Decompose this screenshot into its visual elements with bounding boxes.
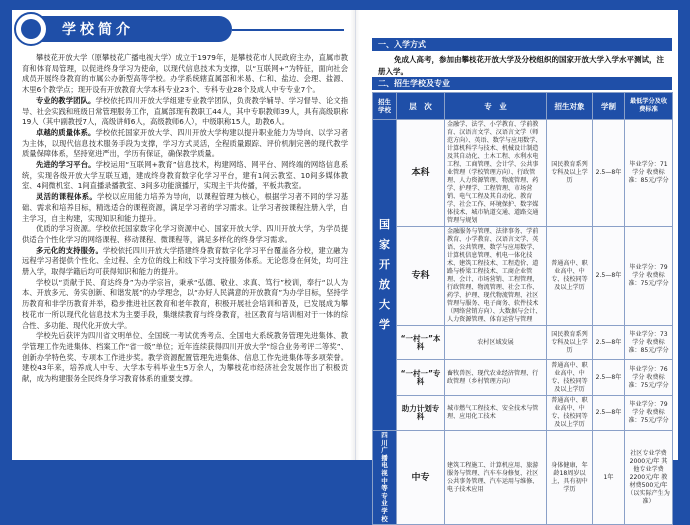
admission-intro: 免成人高考，参加由攀枝花开放大学及分校组织的国家开放大学入学水平测试，注册入学。 — [378, 55, 664, 76]
admission-table — [372, 92, 673, 525]
intro-paragraph: 优质的学习资源。学校依托国家数字化学习资源中心、国家开放大学、四川开放大学，为学员提供适合个性化学习的网络课程、移动课程、微课程等，满足多样化的终身学习需求。 — [22, 224, 348, 244]
row-major: 建筑工程施工、计算机应用、旅游服务与管理、汽车车身修复、社区公共事务管理、汽车运用与维修、电子技术应用 — [445, 431, 547, 525]
page-fold — [355, 10, 356, 460]
right-page — [364, 10, 674, 523]
row-target: 身体健康，年龄18周岁以上，具有初中学历 — [547, 431, 593, 525]
intro-title: 学校简介 — [62, 22, 134, 38]
school-logo-icon — [14, 12, 48, 46]
row-target: 普通高中、职业高中、中专、技校同等及以上学历 — [547, 360, 593, 396]
table-row — [373, 120, 673, 227]
table-row — [373, 431, 673, 525]
section-admission-method: 一、入学方式 — [372, 38, 672, 51]
table-row — [373, 326, 673, 360]
header-target: 招生对象 — [547, 93, 593, 120]
header-major: 专 业 — [445, 93, 547, 120]
paragraph-heading: 多元化的支持服务。 — [36, 245, 103, 255]
row-fee: 毕业学分：79学分 收费标准：75元/学分 — [625, 227, 673, 326]
intro-paragraph: 多元化的支持服务。学校依托四川开放大学搭建终身教育数字化学习平台覆盖各分校，建立融为远程学习者提供个性化、全过程、全方位的线上和线下学习支持服务体系。无论您身在何处，均可注册入学，取得学籍后均可获得知识和能力的提升。 — [22, 245, 349, 277]
row-years: 2.5—8年 — [593, 396, 625, 431]
row-years: 2.5—8年 — [593, 360, 625, 396]
header-fee: 最低学分及收费标准 — [625, 93, 673, 120]
table-row — [373, 360, 673, 396]
row-fee: 毕业学分：76学分 收费标准：75元/学分 — [625, 360, 673, 396]
row-target: 普通高中、职业高中、中专、技校同等及以上学历 — [547, 227, 593, 326]
row-major: 畜牧兽医、现代农业经济管理、行政管理（乡村管理方向） — [445, 360, 547, 396]
school-sichuan-tv-vocational — [373, 431, 397, 525]
row-level: “一村一”专科 — [397, 360, 445, 396]
paragraph-heading: 专业的教学团队。 — [36, 95, 96, 105]
school-national-open-university — [373, 120, 397, 431]
row-major: 金融学、法学、小学教育、学前教育、汉语言文学、汉语言文学（师范方向）、英语、数学与应用数学、计算机科学与技术、机械设计制造及其自动化、土木工程、水利水电工程、工商管理、会计学、公共事业管理（学校管理方向）、行政管理、人力资源管理、物流管理、药学、护理学、工程管理、市场营销、电气工程及其自动化、教育学、社会工作、环境保护、数字媒体技术、城市轨道交通、道路交通管理与规划 — [445, 120, 547, 227]
intro-body — [22, 53, 348, 385]
row-level: 助力计划专科 — [397, 396, 445, 431]
table-row — [373, 227, 673, 326]
row-fee: 毕业学分：73学分 收费标准：85元/学分 — [625, 326, 673, 360]
intro-paragraph: 学校先后获评为四川省文明单位、全国统一考试优秀考点、全国电大系统教务管理先进集体、教学管理工作先进集体、档案工作“省一级”单位；近年连续获得四川开放大学“综合业务考评二等奖”、创新办学特色奖、专项本工作进步奖。教学资源配置管理先进集体、信息工作先进集体等多项荣誉。建校43年来，培养成人中专、大学本专科毕业生5万余人，为攀枝花市经济社会发展作出了积极贡献，成为构建服务全民终身学习教育体系的重要支撑。 — [22, 331, 348, 384]
header-rule — [232, 29, 344, 31]
header-years: 学制 — [593, 93, 625, 120]
row-target: 国民教育系列专科及以上学历 — [547, 120, 593, 227]
row-target: 国民教育系列专科及以上学历 — [547, 326, 593, 360]
intro-paragraph: 先进的学习平台。学校运用“互联网+教育”信息技术，构建网络、网平台、网终端的网络信息系统，实现各级开放大学互联互通，建成终身教育数字化学习平台，建有1间云教室、10间多媒体教室、4间微机室、1间直播录播教室、3间多功能演播厅，实现主干共传播，平板共教室。 — [22, 160, 348, 191]
row-major: 农村区域发展 — [445, 326, 547, 360]
row-fee: 毕业学分：71学分 收费标准：85元/学分 — [625, 120, 673, 227]
left-page — [12, 10, 352, 460]
paragraph-heading: 卓越的质量体系。 — [36, 127, 96, 137]
brochure-spread — [12, 10, 678, 523]
row-years: 2.5—8年 — [593, 326, 625, 360]
intro-paragraph: 攀枝花开放大学（原攀枝花广播电视大学）成立于1979年，是攀枝花市人民政府主办，直属市教育和体育局管理，以促进终身学习为使命，以现代信息技术为支撑，以“互联网+”为特征，面向社会成员开展终身教育的市属公办新型高等学校。办学系统辖直属部和米易、仁和、盐边、会理、盐源、木里6个教学点；现开设有开放教育大学本科专业23个、专科专业28个及成人中专专业7个。 — [22, 53, 348, 95]
row-years: 2.5—8年 — [593, 227, 625, 326]
paragraph-heading: 灵活的课程体系。 — [36, 192, 97, 202]
row-level: 专科 — [397, 227, 445, 326]
row-level: “一村一”本科 — [397, 326, 445, 360]
intro-paragraph: 学校以“贡献于民、育达终身”为办学宗旨，秉承“弘德、敬业、求真、笃行”校训，奉行“以人为本、开放多元、务实创新、和谐发展”的办学理念，以“办好人民满意的开放教育”为办学目标，坚持学历教育和非学历教育并举，稳步推进社区教育和老年教育，积极开展社会培训和普及，已发展成为攀枝花市一所以现代化信息技术为主要手段，集继续教育与终身教育，社区教育与培训相对于一体的综合性、多功能、现代化开放大学。 — [22, 277, 348, 330]
row-fee: 社区专业学费2000元/年 其他专业学费2200元/年 教材费500元/年（以实际产生为准） — [625, 431, 673, 525]
header-level: 层 次 — [397, 93, 445, 120]
intro-header — [12, 12, 344, 48]
table-header-row — [373, 93, 673, 120]
intro-paragraph: 专业的教学团队。学校依托四川开放大学组建专业教学团队，负责教学辅导、学习督导、论文指导、社会实践和班级日常管理服务工作，直属部现有教职工44人，其中专职教师39人，具有高级职称19人（其中副教授7人，高级讲师6人，高级教师6人），中级职称15人，助教6人。 — [22, 95, 349, 127]
intro-paragraph: 灵活的课程体系。学校以应用能力培养为导向，以课程管理为核心，根据学习者不同的学习基础、需求和培养目标，精选适合的课程资源，满足学习者的学习需求。让学习者按课程注册入学，自主学习，自主构建，实现知识和能力提升。 — [22, 192, 349, 223]
row-level: 中专 — [397, 431, 445, 525]
row-years: 1年 — [593, 431, 625, 525]
school-name-vertical: 四 川 广 播 电 视 中 等 专 业 学 校 — [381, 431, 388, 523]
table-row — [373, 396, 673, 431]
row-level: 本科 — [397, 120, 445, 227]
intro-paragraph: 卓越的质量体系。学校依托国家开放大学、四川开放大学构建以提升职业能力为导向、以学习者为主体，以现代信息技术服务手段为支撑，学习方式灵活，全程质量跟踪、评价机制完善的现代教学质量保障体系，坚持宽进严出，学历有保证，确保教学质量。 — [22, 127, 349, 159]
row-fee: 毕业学分：79学分 收费标准：75元/学分 — [625, 396, 673, 431]
row-years: 2.5—8年 — [593, 120, 625, 227]
header-school: 招生学校 — [373, 93, 397, 120]
row-major: 金融服务与管理、法律事务、学前教育、小学教育、汉语言文学、英语、公共管理、数学与应用数学、计算机信息管理、机电一体化技术、建筑工程技术、工程造价、道路与桥梁工程技术、工商企业管理、会计、市场营销、工程管理、行政管理、物流管理、社会工作、药学、护理、现代物流管理、社区管理与服务、电子商务、软件技术（网络营销方向）、大数据与会计、人力资源管理、体育运营与管理 — [445, 227, 547, 326]
row-major: 城市燃气工程技术、安全技术与管理、应用化工技术 — [445, 396, 547, 431]
school-name-vertical: 国 家 开 放 大 学 — [379, 218, 390, 331]
row-target: 普通高中、职业高中、中专、技校同等及以上学历 — [547, 396, 593, 431]
paragraph-heading: 先进的学习平台。 — [36, 160, 96, 170]
section-schools-majors: 二、招生学校及专业 — [372, 77, 672, 90]
